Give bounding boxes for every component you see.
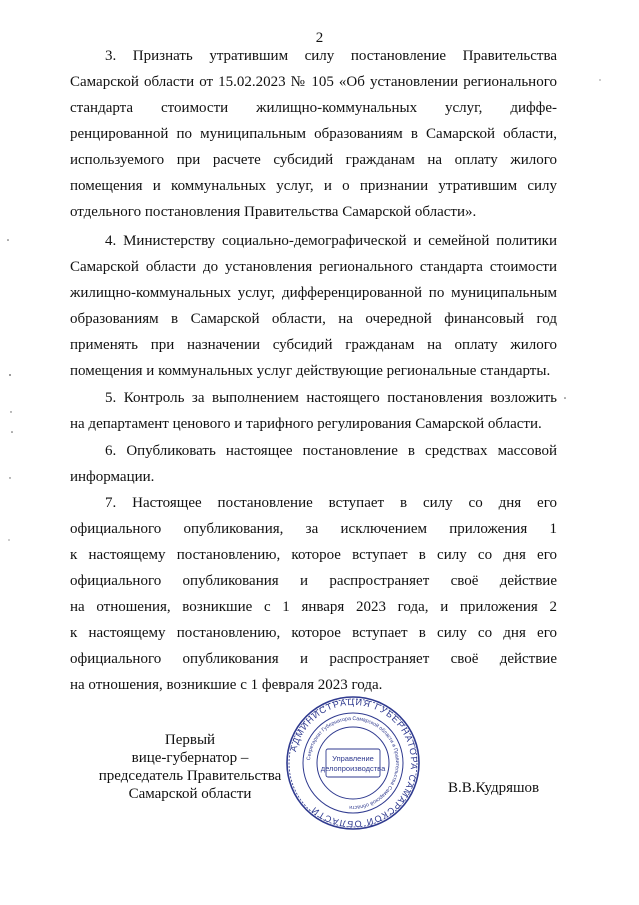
paragraph-line: 4. Министерству социально-демографической и семейной политики — [105, 233, 557, 249]
paragraph-line: на департамент ценового и тарифного регулирования Самарской области. — [70, 416, 542, 432]
paragraph-line: помещения и коммунальных услуг, и о признании утратившим силу — [70, 178, 557, 194]
seal-inner-text: Секретариат Губернатора Самарской области и Правительства Самарской области — [306, 715, 401, 811]
signatory-position-line: председатель Правительства — [98, 768, 282, 784]
paragraph-line: 6. Опубликовать настоящее постановление в средствах массовой — [105, 443, 557, 459]
paragraph-line: применять при назначении субсидий гражданам на оплату жилого — [70, 337, 557, 353]
page-number: 2 — [315, 30, 324, 46]
paragraph-line: образованиям в Самарской области, на очередной финансовый год — [70, 311, 557, 327]
paragraph-line: жилищно-коммунальных услуг, дифференцированной по муниципальным — [70, 285, 557, 301]
paragraph-line: официального опубликования, за исключением приложения 1 — [70, 521, 557, 537]
seal-outer-text: АДМИНИСТРАЦИЯ ГУБЕРНАТОРА САМАРСКОЙ ОБЛАСТИ — [288, 696, 420, 830]
official-seal — [285, 695, 421, 831]
signatory-position-line: вице-губернатор – — [131, 750, 249, 766]
paragraph-line: отдельного постановления Правительства Самарской области». — [70, 204, 477, 220]
paragraph-line: используемого при расчете субсидий гражданам на оплату жилого — [70, 152, 557, 168]
paragraph-line: стандарта стоимости жилищно-коммунальных услуг, диффе- — [70, 100, 557, 116]
signatory-name: В.В.Кудряшов — [448, 780, 540, 796]
paragraph-line: на отношения, возникшие с 1 февраля 2023 года. — [70, 677, 383, 693]
signatory-position-line: Самарской области — [128, 786, 252, 802]
paragraph-line: к настоящему постановлению, которое вступает в силу со дня его — [70, 625, 557, 641]
paragraph-line: Самарской области до установления регионального стандарта стоимости — [70, 259, 557, 275]
signatory-position — [70, 731, 310, 803]
seal-center-line: делопроизводства — [320, 764, 386, 773]
paragraph-line: официального опубликования и распространяет своё действие — [70, 651, 557, 667]
paragraph-line: 5. Контроль за выполнением настоящего постановления возложить — [105, 390, 557, 406]
paragraph-line: ренцированной по муниципальным образованиям в Самарской области, — [70, 126, 557, 142]
signatory-position-line: Первый — [164, 732, 216, 748]
paragraph-line: Самарской области от 15.02.2023 № 105 «Об установлении регионального — [70, 74, 557, 90]
seal-center-line: Управление — [332, 754, 374, 763]
paragraph-line: 3. Признать утратившим силу постановление Правительства — [105, 48, 557, 64]
paragraph-line: информации. — [70, 469, 155, 485]
paragraph-line: 7. Настоящее постановление вступает в силу со дня его — [105, 495, 557, 511]
paragraph-line: к настоящему постановлению, которое вступает в силу со дня его — [70, 547, 557, 563]
paragraph-line: помещения и коммунальных услуг действующие региональные стандарты. — [70, 363, 551, 379]
paragraph-line: официального опубликования и распространяет своё действие — [70, 573, 557, 589]
paragraph-line: на отношения, возникшие с 1 января 2023 года, и приложения 2 — [70, 599, 557, 615]
